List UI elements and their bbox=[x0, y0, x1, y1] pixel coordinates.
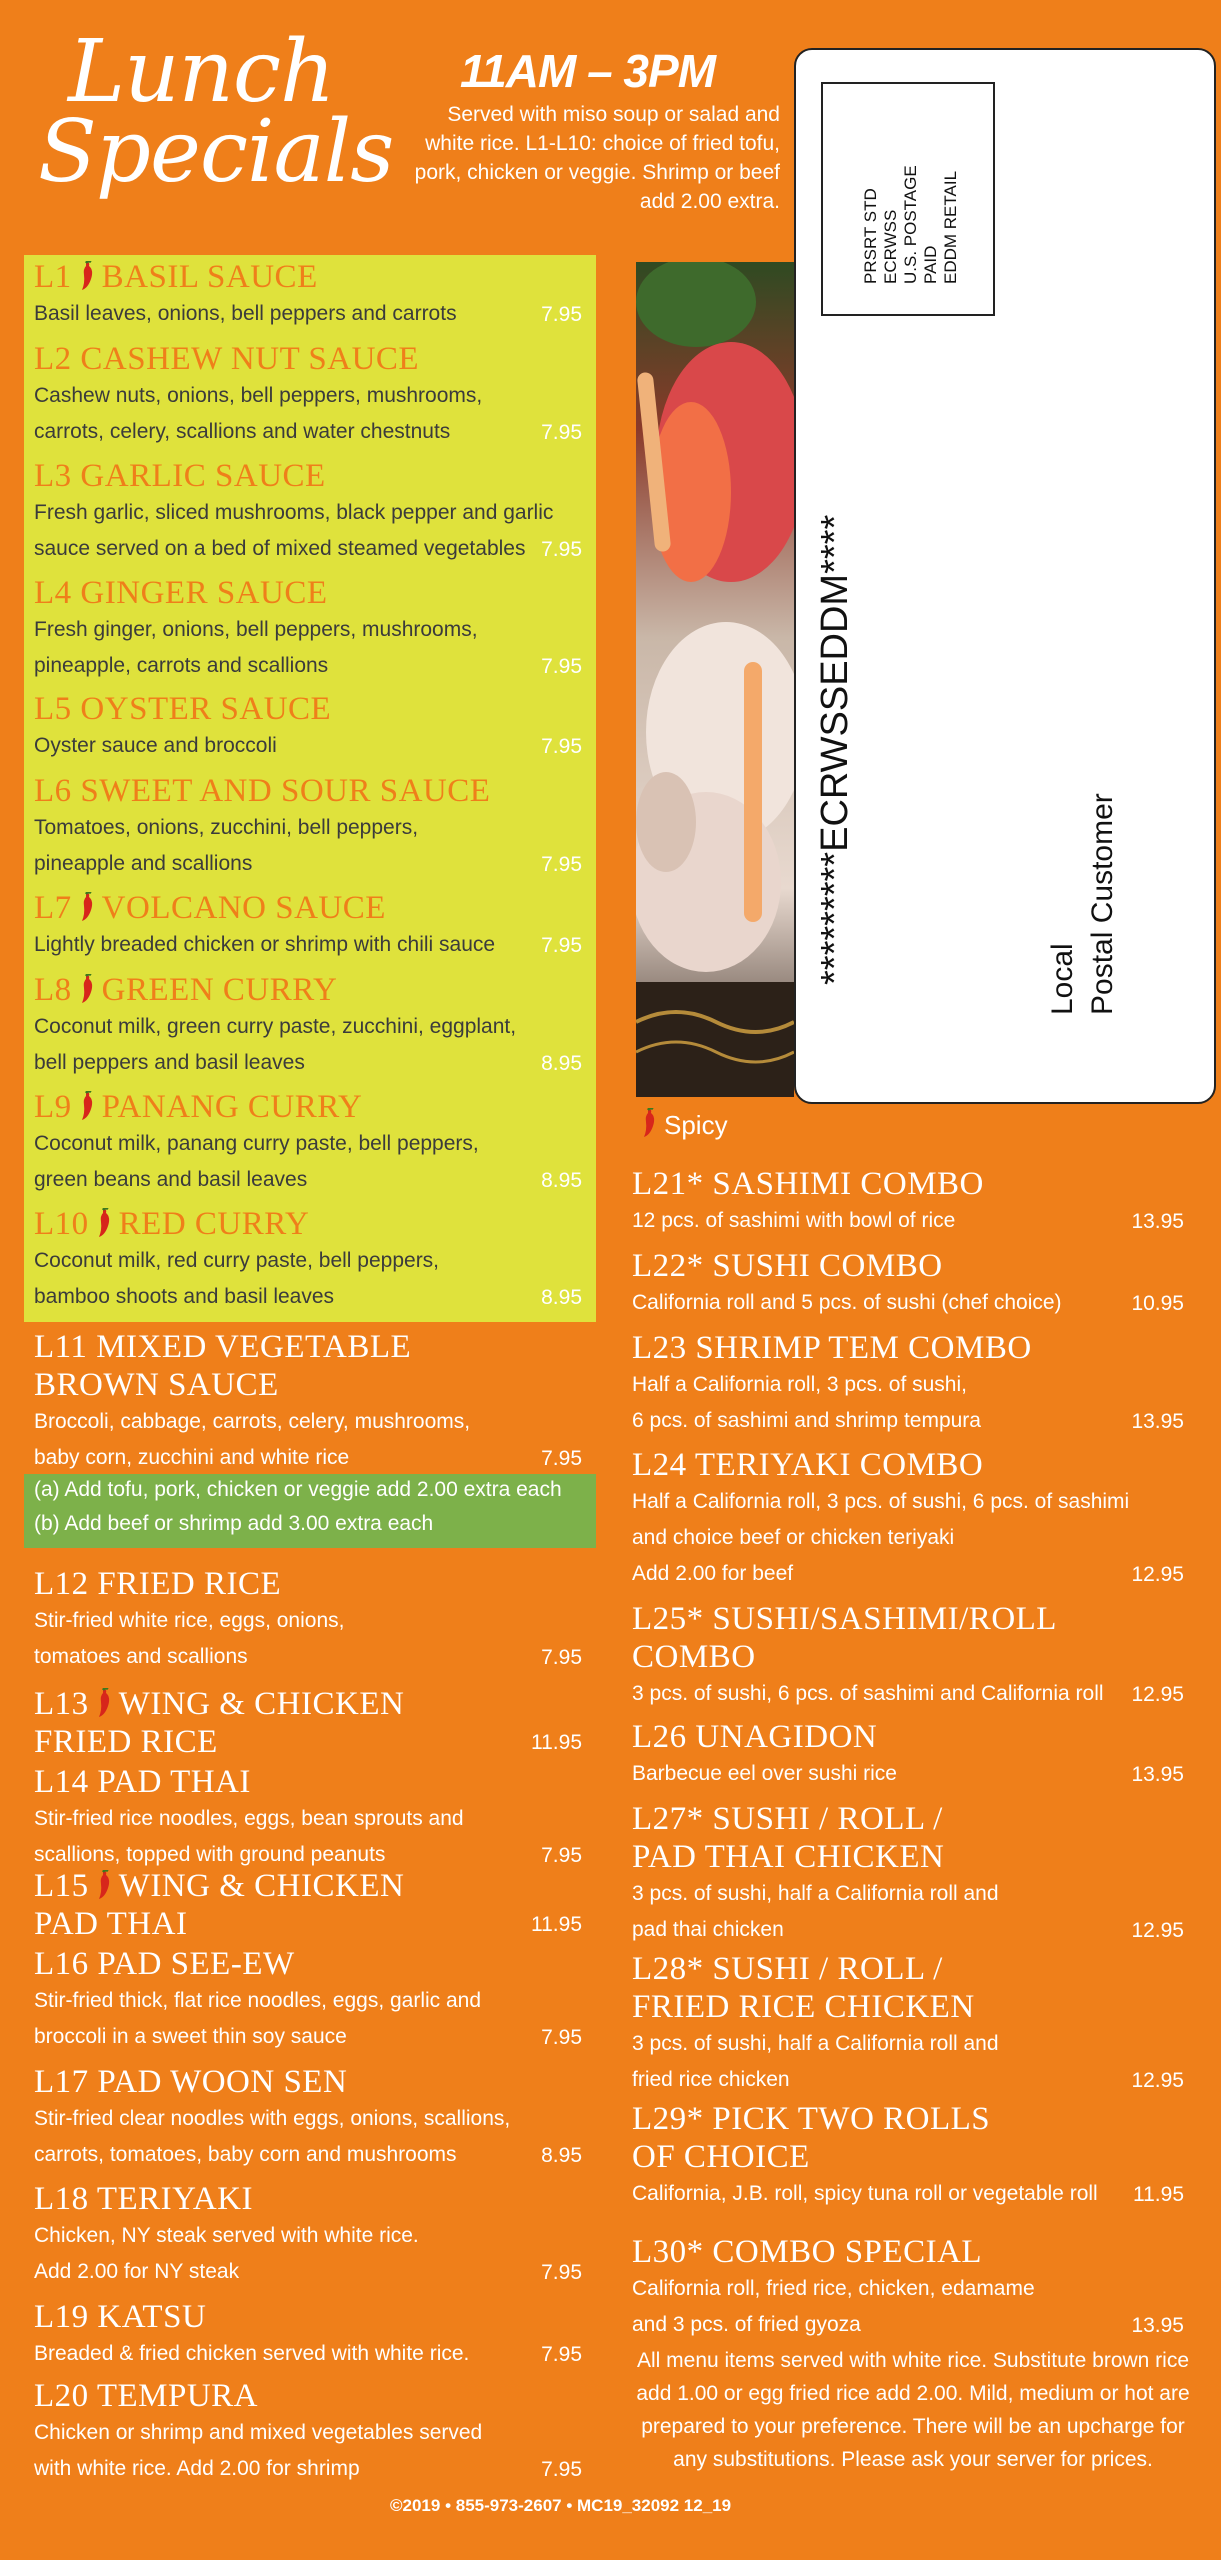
item-code: L5 bbox=[34, 691, 72, 727]
menu-item-l30 bbox=[632, 2233, 1184, 2343]
item-code: L27* bbox=[632, 1801, 704, 1837]
item-description: Coconut milk, panang curry paste, bell peppers, bbox=[34, 1132, 479, 1155]
item-code: L8 bbox=[34, 972, 72, 1008]
menu-item-title bbox=[34, 340, 582, 378]
item-description: Stir-fried clear noodles with eggs, onions, scallions, bbox=[34, 2107, 511, 2130]
item-description: Barbecue eel over sushi rice bbox=[632, 1762, 897, 1785]
item-name: KATSU bbox=[97, 2299, 207, 2335]
postal-indicia-box bbox=[794, 48, 1216, 1104]
chili-pepper-icon bbox=[93, 1208, 113, 1238]
item-description: pad thai chicken bbox=[632, 1918, 784, 1941]
item-price: 8.95 bbox=[541, 2144, 582, 2167]
item-code: L23 bbox=[632, 1330, 687, 1366]
item-name: TERIYAKI COMBO bbox=[694, 1447, 984, 1483]
item-code: L6 bbox=[34, 773, 72, 809]
item-name: PAD WOON SEN bbox=[97, 2064, 348, 2100]
item-description: with white rice. Add 2.00 for shrimp bbox=[34, 2457, 360, 2480]
item-code: L26 bbox=[632, 1719, 687, 1755]
item-description: tomatoes and scallions bbox=[34, 1645, 248, 1668]
item-price: 12.95 bbox=[1131, 1919, 1184, 1942]
menu-item-title bbox=[632, 1718, 1184, 1756]
item-code: L24 bbox=[632, 1447, 687, 1483]
menu-item-title bbox=[34, 772, 582, 810]
menu-item-l28 bbox=[632, 1950, 1184, 2098]
item-code: L1 bbox=[34, 259, 72, 295]
item-name: COMBO SPECIAL bbox=[712, 2234, 983, 2270]
item-code: L14 bbox=[34, 1764, 89, 1800]
chili-pepper-icon bbox=[638, 1108, 658, 1138]
menu-item-title bbox=[632, 2100, 1184, 2138]
menu-item-l14 bbox=[34, 1763, 582, 1873]
item-price: 7.95 bbox=[541, 1844, 582, 1867]
spicy-legend-label: Spicy bbox=[664, 1110, 728, 1140]
item-description: and choice beef or chicken teriyaki bbox=[632, 1526, 955, 1549]
item-name: PANANG CURRY bbox=[101, 1089, 363, 1125]
menu-item-l18 bbox=[34, 2180, 582, 2290]
item-description: Fresh ginger, onions, bell peppers, mushrooms, bbox=[34, 618, 478, 641]
menu-item-title bbox=[632, 1950, 1184, 1988]
menu-item-title bbox=[632, 1800, 1184, 1838]
item-name: SUSHI/SASHIMI/ROLL bbox=[712, 1601, 1057, 1637]
item-price: 11.95 bbox=[1133, 2183, 1184, 2206]
item-code: L11 bbox=[34, 1329, 88, 1365]
item-name: PAD THAI bbox=[97, 1764, 251, 1800]
item-name-continued: OF CHOICE bbox=[632, 2139, 810, 2175]
item-code: L12 bbox=[34, 1566, 89, 1602]
item-description: Cashew nuts, onions, bell peppers, mushrooms, bbox=[34, 384, 483, 407]
title-line-2: Specials bbox=[38, 102, 394, 202]
item-price: 13.95 bbox=[1131, 1210, 1184, 1233]
item-description: Stir-fried white rice, eggs, onions, bbox=[34, 1609, 345, 1632]
menu-item-l20 bbox=[34, 2377, 582, 2487]
item-description: green beans and basil leaves bbox=[34, 1168, 308, 1191]
item-name-continued: PAD THAI bbox=[34, 1906, 188, 1942]
item-description: Fresh garlic, sliced mushrooms, black pepper and garlic bbox=[34, 501, 554, 524]
item-price: 7.95 bbox=[541, 934, 582, 957]
item-description: Breaded & fried chicken served with white rice. bbox=[34, 2342, 470, 2365]
item-code: L19 bbox=[34, 2299, 89, 2335]
menu-item-l26 bbox=[632, 1718, 1184, 1792]
item-price: 13.95 bbox=[1131, 1763, 1184, 1786]
item-description: California, J.B. roll, spicy tuna roll or vegetable roll bbox=[632, 2182, 1098, 2205]
menu-item-title bbox=[34, 1945, 582, 1983]
item-name: CASHEW NUT SAUCE bbox=[80, 341, 420, 377]
menu-item-title bbox=[34, 1088, 582, 1126]
item-description: bell peppers and basil leaves bbox=[34, 1051, 305, 1074]
menu-item-title bbox=[34, 2377, 582, 2415]
item-description: and 3 pcs. of fried gyoza bbox=[632, 2313, 861, 2336]
menu-title bbox=[38, 22, 418, 208]
item-name: WING & CHICKEN bbox=[118, 1686, 405, 1722]
item-code: L30* bbox=[632, 2234, 704, 2270]
item-price: 7.95 bbox=[541, 1646, 582, 1669]
menu-item-l16 bbox=[34, 1945, 582, 2055]
menu-item-l11 bbox=[34, 1328, 582, 1476]
item-code: L7 bbox=[34, 890, 72, 926]
item-name: SHRIMP TEM COMBO bbox=[695, 1330, 1032, 1366]
menu-item-title bbox=[632, 1329, 1184, 1367]
chili-pepper-icon bbox=[76, 892, 96, 922]
chili-pepper-icon bbox=[93, 1870, 113, 1900]
item-code: L21* bbox=[632, 1166, 704, 1202]
item-price: 7.95 bbox=[541, 655, 582, 678]
menu-item-l2 bbox=[34, 340, 582, 450]
spicy-legend bbox=[634, 1108, 728, 1141]
title-line-1: Lunch bbox=[68, 22, 335, 122]
item-code: L29* bbox=[632, 2101, 704, 2137]
item-price: 11.95 bbox=[531, 1913, 582, 1936]
item-name: SWEET AND SOUR SAUCE bbox=[80, 773, 491, 809]
menu-item-title bbox=[34, 574, 582, 612]
addon-line-a: (a) Add tofu, pork, chicken or veggie add 2.00 extra each bbox=[34, 1478, 562, 1501]
item-description: California roll, fried rice, chicken, edamame bbox=[632, 2277, 1035, 2300]
item-description: 12 pcs. of sashimi with bowl of rice bbox=[632, 1209, 956, 1232]
item-description: Chicken or shrimp and mixed vegetables served bbox=[34, 2421, 483, 2444]
item-description: pineapple and scallions bbox=[34, 852, 253, 875]
item-description: Half a California roll, 3 pcs. of sushi, 6 pcs. of sashimi bbox=[632, 1490, 1130, 1513]
addon-line-b: (b) Add beef or shrimp add 3.00 extra each bbox=[34, 1512, 434, 1535]
item-name: RED CURRY bbox=[118, 1206, 310, 1242]
stamp-line: ECRWSS bbox=[881, 209, 900, 284]
item-price: 10.95 bbox=[1131, 1292, 1184, 1315]
item-price: 7.95 bbox=[541, 1447, 582, 1470]
intro-text: Served with miso soup or salad and white rice. L1-L10: choice of fried tofu, pork, chicken or veggie. Shrimp or beef add 2.00 extra. bbox=[414, 103, 780, 213]
menu-item-title bbox=[34, 1685, 582, 1723]
item-name-continued: FRIED RICE CHICKEN bbox=[632, 1989, 975, 2025]
menu-item-title bbox=[632, 2233, 1184, 2271]
item-price: 7.95 bbox=[541, 303, 582, 326]
item-code: L16 bbox=[34, 1946, 89, 1982]
item-price: 7.95 bbox=[541, 2026, 582, 2049]
menu-item-l22 bbox=[632, 1247, 1184, 1321]
item-name: BASIL SAUCE bbox=[101, 259, 318, 295]
item-name: GARLIC SAUCE bbox=[80, 458, 326, 494]
stamp-line: PAID bbox=[921, 245, 940, 284]
item-description: 3 pcs. of sushi, half a California roll and bbox=[632, 1882, 999, 1905]
item-price: 7.95 bbox=[541, 538, 582, 561]
item-price: 7.95 bbox=[541, 2458, 582, 2481]
route-code: *********ECRWSSEDDM**** bbox=[814, 514, 856, 985]
menu-item-title bbox=[34, 1867, 582, 1905]
item-code: L15 bbox=[34, 1868, 89, 1904]
chili-pepper-icon bbox=[76, 974, 96, 1004]
item-description: 3 pcs. of sushi, 6 pcs. of sashimi and California roll bbox=[632, 1682, 1104, 1705]
item-price: 12.95 bbox=[1131, 2069, 1184, 2092]
menu-item-title bbox=[34, 1205, 582, 1243]
item-name: PICK TWO ROLLS bbox=[712, 2101, 991, 2137]
item-name-continued: BROWN SAUCE bbox=[34, 1367, 279, 1403]
stamp-line: U.S. POSTAGE bbox=[901, 165, 920, 284]
menu-item-title bbox=[34, 2180, 582, 2218]
menu-item-title bbox=[34, 258, 582, 296]
item-name-continued: FRIED RICE bbox=[34, 1724, 218, 1760]
item-description: baby corn, zucchini and white rice bbox=[34, 1446, 350, 1469]
item-price: 11.95 bbox=[531, 1731, 582, 1754]
addon-panel bbox=[24, 1474, 596, 1548]
menu-item-l21 bbox=[632, 1165, 1184, 1239]
menu-item-l17 bbox=[34, 2063, 582, 2173]
item-code: L17 bbox=[34, 2064, 89, 2100]
menu-item-l15 bbox=[34, 1867, 582, 1943]
sushi-photo bbox=[636, 262, 794, 1097]
menu-item-l24 bbox=[632, 1446, 1184, 1592]
item-code: L10 bbox=[34, 1206, 89, 1242]
chili-pepper-icon bbox=[93, 1688, 113, 1718]
item-code: L18 bbox=[34, 2181, 89, 2217]
item-code: L22* bbox=[632, 1248, 704, 1284]
menu-item-l8 bbox=[34, 971, 582, 1081]
item-price: 13.95 bbox=[1131, 2314, 1184, 2337]
menu-item-l10 bbox=[34, 1205, 582, 1315]
menu-item-title bbox=[632, 1446, 1184, 1484]
item-description: Broccoli, cabbage, carrots, celery, mushrooms, bbox=[34, 1410, 471, 1433]
item-name: TERIYAKI bbox=[96, 2181, 253, 2217]
item-price: 7.95 bbox=[541, 2261, 582, 2284]
postage-stamp-box bbox=[821, 82, 995, 316]
item-description: 6 pcs. of sashimi and shrimp tempura bbox=[632, 1409, 981, 1432]
item-name: SASHIMI COMBO bbox=[712, 1166, 984, 1202]
menu-item-title bbox=[632, 1247, 1184, 1285]
menu-item-title bbox=[34, 457, 582, 495]
addressee-local: Local bbox=[1046, 943, 1079, 1015]
item-name: SUSHI / ROLL / bbox=[712, 1951, 943, 1987]
menu-item-l9 bbox=[34, 1088, 582, 1198]
item-description: pineapple, carrots and scallions bbox=[34, 654, 329, 677]
copyright-line: ©2019 • 855-973-2607 • MC19_32092 12_19 bbox=[390, 2496, 732, 2515]
item-description: carrots, celery, scallions and water chestnuts bbox=[34, 420, 451, 443]
menu-item-title bbox=[632, 1165, 1184, 1203]
item-code: L2 bbox=[34, 341, 72, 377]
item-name: OYSTER SAUCE bbox=[80, 691, 332, 727]
addressee-postal-customer: Postal Customer bbox=[1086, 793, 1119, 1015]
item-code: L4 bbox=[34, 575, 72, 611]
item-description: Basil leaves, onions, bell peppers and carrots bbox=[34, 302, 457, 325]
item-description: carrots, tomatoes, baby corn and mushrooms bbox=[34, 2143, 457, 2166]
item-description: fried rice chicken bbox=[632, 2068, 790, 2091]
item-description: California roll and 5 pcs. of sushi (chef choice) bbox=[632, 1291, 1062, 1314]
item-name: WING & CHICKEN bbox=[118, 1868, 405, 1904]
menu-item-title bbox=[34, 1328, 582, 1366]
item-description: Tomatoes, onions, zucchini, bell peppers, bbox=[34, 816, 419, 839]
menu-item-l12 bbox=[34, 1565, 582, 1675]
postage-permit-text bbox=[861, 165, 961, 284]
item-description: Add 2.00 for NY steak bbox=[34, 2260, 240, 2283]
item-description: Coconut milk, green curry paste, zucchini, eggplant, bbox=[34, 1015, 517, 1038]
item-price: 12.95 bbox=[1131, 1563, 1184, 1586]
item-code: L13 bbox=[34, 1686, 89, 1722]
item-code: L28* bbox=[632, 1951, 704, 1987]
menu-item-title bbox=[34, 1565, 582, 1603]
item-description: bamboo shoots and basil leaves bbox=[34, 1285, 335, 1308]
item-price: 7.95 bbox=[541, 421, 582, 444]
item-name: GREEN CURRY bbox=[101, 972, 338, 1008]
item-description: Add 2.00 for beef bbox=[632, 1562, 794, 1585]
menu-item-l25 bbox=[632, 1600, 1184, 1712]
item-price: 13.95 bbox=[1131, 1410, 1184, 1433]
item-name: VOLCANO SAUCE bbox=[101, 890, 386, 926]
stamp-line: PRSRT STD bbox=[861, 188, 880, 284]
menu-item-l29 bbox=[632, 2100, 1184, 2212]
item-description: Stir-fried thick, flat rice noodles, eggs, garlic and bbox=[34, 1989, 482, 2012]
item-name: MIXED VEGETABLE bbox=[96, 1329, 412, 1365]
item-description: Coconut milk, red curry paste, bell peppers, bbox=[34, 1249, 440, 1272]
menu-item-l23 bbox=[632, 1329, 1184, 1439]
menu-item-title bbox=[34, 889, 582, 927]
item-code: L20 bbox=[34, 2378, 89, 2414]
menu-item-title bbox=[34, 690, 582, 728]
item-name: PAD SEE-EW bbox=[97, 1946, 295, 1982]
item-description: Chicken, NY steak served with white rice. bbox=[34, 2224, 419, 2247]
item-price: 12.95 bbox=[1131, 1683, 1184, 1706]
item-name: TEMPURA bbox=[96, 2378, 259, 2414]
item-code: L25* bbox=[632, 1601, 704, 1637]
item-price: 8.95 bbox=[541, 1052, 582, 1075]
item-description: sauce served on a bed of mixed steamed vegetables bbox=[34, 537, 526, 560]
item-price: 8.95 bbox=[541, 1169, 582, 1192]
lunch-hours: 11AM – 3PM bbox=[460, 45, 716, 97]
chili-pepper-icon bbox=[76, 1091, 96, 1121]
item-description: 3 pcs. of sushi, half a California roll and bbox=[632, 2032, 999, 2055]
chili-pepper-icon bbox=[76, 261, 96, 291]
menu-item-l6 bbox=[34, 772, 582, 882]
item-name-continued: COMBO bbox=[632, 1639, 756, 1675]
item-description: Half a California roll, 3 pcs. of sushi, bbox=[632, 1373, 967, 1396]
stamp-line: EDDM RETAIL bbox=[941, 170, 960, 284]
menu-item-l3 bbox=[34, 457, 582, 567]
menu-item-title bbox=[34, 2063, 582, 2101]
item-price: 8.95 bbox=[541, 1286, 582, 1309]
item-description: scallions, topped with ground peanuts bbox=[34, 1843, 386, 1866]
item-name: FRIED RICE bbox=[97, 1566, 282, 1602]
menu-item-l5 bbox=[34, 690, 582, 764]
menu-item-l19 bbox=[34, 2298, 582, 2372]
menu-item-title bbox=[34, 971, 582, 1009]
item-description: Stir-fried rice noodles, eggs, bean sprouts and bbox=[34, 1807, 464, 1830]
item-description: Oyster sauce and broccoli bbox=[34, 734, 277, 757]
item-name: SUSHI COMBO bbox=[712, 1248, 943, 1284]
item-code: L3 bbox=[34, 458, 72, 494]
item-name: UNAGIDON bbox=[695, 1719, 878, 1755]
menu-item-title bbox=[632, 1600, 1184, 1638]
item-price: 7.95 bbox=[541, 2343, 582, 2366]
item-price: 7.95 bbox=[541, 853, 582, 876]
menu-item-l7 bbox=[34, 889, 582, 963]
menu-item-l13 bbox=[34, 1685, 582, 1761]
item-description: broccoli in a sweet thin soy sauce bbox=[34, 2025, 347, 2048]
menu-item-l27 bbox=[632, 1800, 1184, 1948]
item-name-continued: PAD THAI CHICKEN bbox=[632, 1839, 945, 1875]
menu-item-l1 bbox=[34, 258, 582, 332]
item-name: SUSHI / ROLL / bbox=[712, 1801, 943, 1837]
menu-item-l4 bbox=[34, 574, 582, 684]
item-description: Lightly breaded chicken or shrimp with chili sauce bbox=[34, 933, 496, 956]
item-code: L9 bbox=[34, 1089, 72, 1125]
item-name: GINGER SAUCE bbox=[80, 575, 328, 611]
menu-item-title bbox=[34, 1763, 582, 1801]
menu-item-title bbox=[34, 2298, 582, 2336]
footer-note: All menu items served with white rice. Substitute brown rice add 1.00 or egg fried rice add 2.00. Mild, medium or hot are prepared to your preference. There will be an upcharge for any substitutions. Please ask your server for prices. bbox=[636, 2349, 1190, 2471]
item-price: 7.95 bbox=[541, 735, 582, 758]
